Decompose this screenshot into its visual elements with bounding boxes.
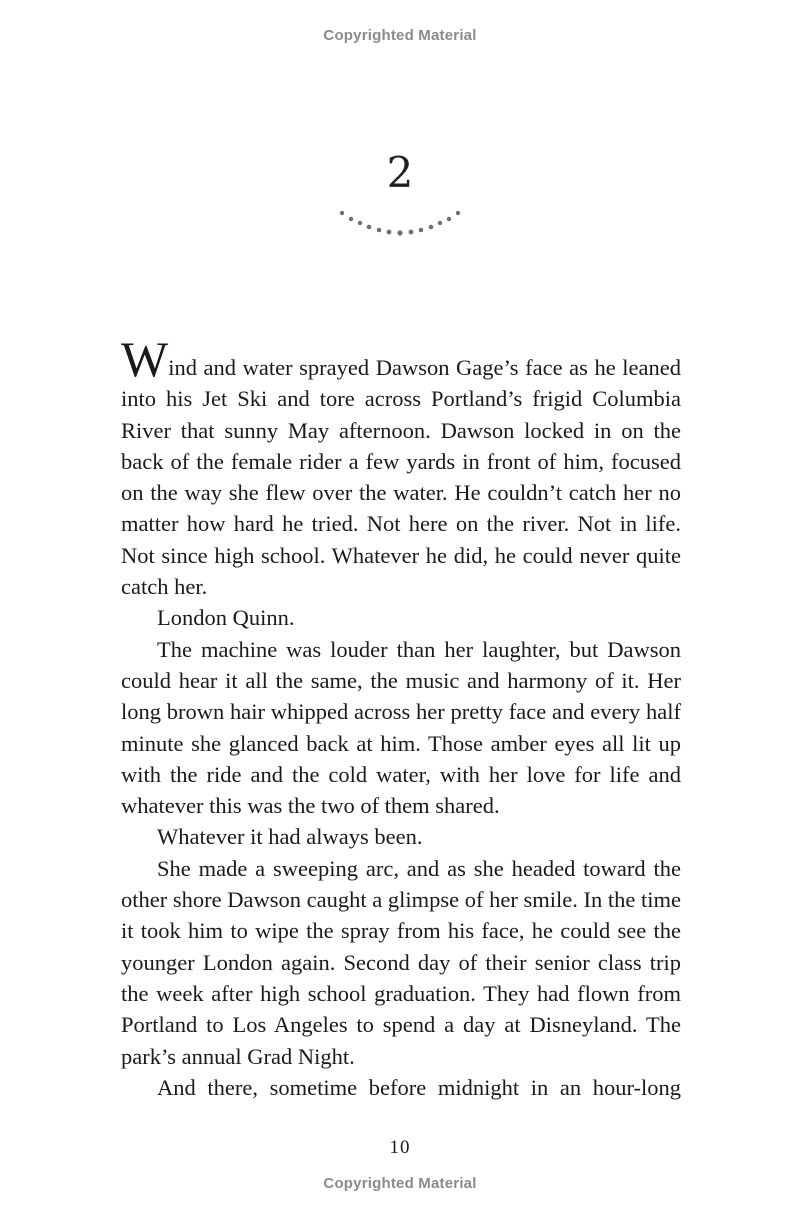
paragraph-4: Whatever it had always been. [157,824,423,850]
copyright-watermark-top: Copyrighted Material [323,27,477,44]
dotted-arc-ornament-icon [335,204,465,244]
drop-cap: W [121,331,168,387]
paragraph-6: And there, sometime before midnight in an hour-long [157,1074,681,1100]
chapter-number: 2 [386,148,414,197]
paragraph-2: London Quinn. [157,605,295,631]
paragraph-5: She made a sweeping arc, and as she headed toward the other shore Dawson caught a glimpse of her smile. In the time it took him to wipe the spray from his face, he could see the younger London again. Second day of their senior class trip the week after high school graduation. They had flown from Portland to Los Angeles to spend a day at Disneyland. The park’s annual Grad Night. [121,855,681,1069]
paragraph-1-text: ind and water sprayed Dawson Gage’s face as he leaned into his Jet Ski and tore across Portland’s frigid Columbia River that sunny May afternoon. Dawson locked in on the back of the female rider a few yards in front of him, focused on the way she flew over the water. He couldn’t catch her no matter how hard he tried. Not here on the river. Not in life. Not since high school. Whatever he did, he could never quite catch her. [121,355,681,600]
chapter-body [121,331,681,1103]
paragraph-1 [121,331,681,602]
paragraph-3: The machine was louder than her laughter, but Dawson could hear it all the same, the music and harmony of it. Her long brown hair whipped across her pretty face and every half minute she glanced back at him. Those amber eyes all lit up with the ride and the cold water, with her love for life and whatever this was the two of them shared. [121,636,681,819]
copyright-watermark-bottom: Copyrighted Material [323,1175,477,1192]
page-number: 10 [389,1137,411,1158]
